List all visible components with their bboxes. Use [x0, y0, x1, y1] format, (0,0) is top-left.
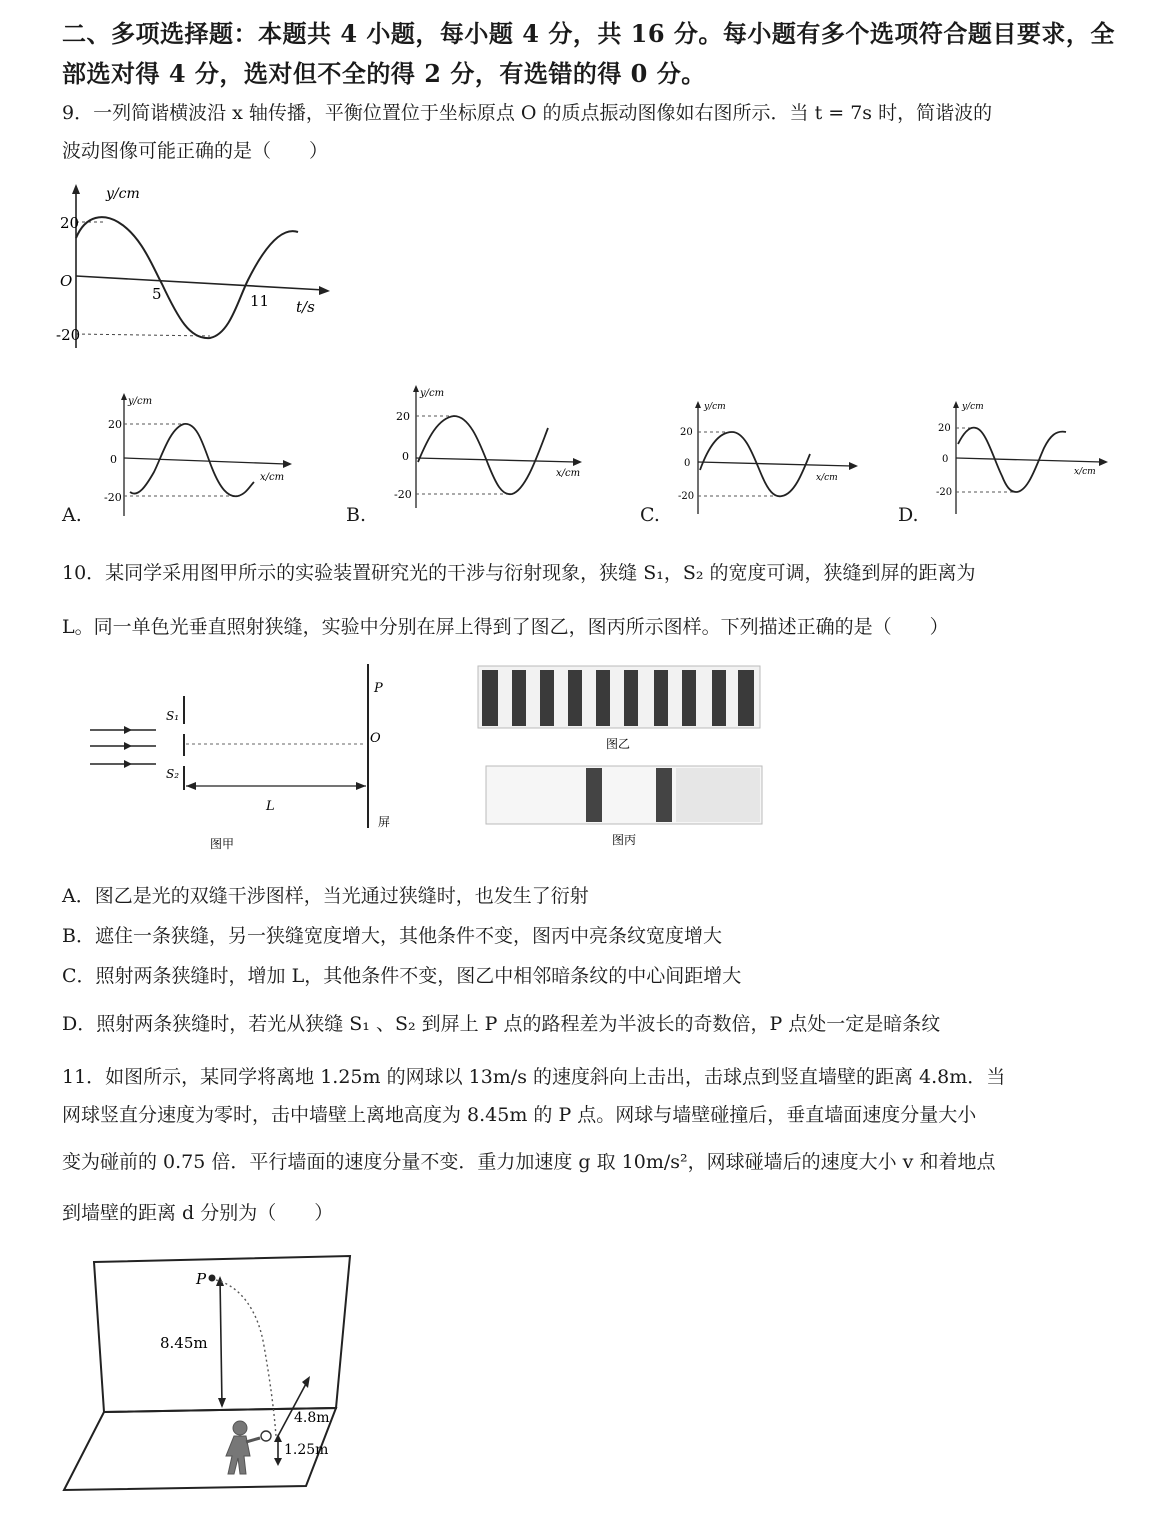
hit-height-label: 1.25m [284, 1442, 329, 1458]
p-label: P [374, 681, 383, 696]
height-line [220, 1278, 222, 1406]
y-axis-label: y/cm [128, 396, 153, 407]
q9-option-d-label: D. [898, 504, 919, 526]
q11-line-2: 网球竖直分速度为零时，击中墙壁上离地高度为 8.45m 的 P 点。网球与墙壁碰撞后，垂直墙面速度分量大小 [62, 1104, 977, 1126]
t-axis [76, 276, 324, 290]
y-tick-20: 20 [938, 423, 951, 434]
q9-option-a-label: A. [62, 504, 82, 526]
x-axis-label: x/cm [260, 472, 285, 483]
q9-vibration-graph [56, 178, 332, 358]
q10-option-d[interactable]: D．照射两条狭缝时，若光从狭缝 S₁ 、S₂ 到屏上 P 点的路程差为半波长的奇数倍，P 点处一定是暗条纹 [62, 1013, 941, 1035]
section-title-line-1: 二、多项选择题：本题共 4 小题，每小题 4 分，共 16 分。每小题有多个选项符合题目要求，全 [62, 19, 1115, 48]
y-tick-minus-20: -20 [56, 326, 81, 344]
q10-options [62, 876, 940, 1044]
pattern-bing-side [676, 768, 760, 822]
q11-figure [60, 1250, 360, 1498]
y-tick-0: 0 [684, 458, 691, 469]
x-axis-label: x/cm [816, 473, 838, 483]
distance-label: 4.8m [294, 1410, 330, 1426]
q10-figure-jia [86, 660, 406, 860]
player-figure [226, 1421, 260, 1474]
q11-line-1: 11．如图所示，某同学将离地 1.25m 的网球以 13m/s 的速度斜向上击出，击球点到竖直墙壁的距离 4.8m．当 [62, 1066, 1006, 1088]
section-title-line-2: 部选对得 4 分，选对但不全的得 2 分，有选错的得 0 分。 [62, 59, 706, 88]
y-axis-label: y/cm [704, 402, 726, 412]
y-axis-label: y/cm [106, 186, 140, 202]
question-11-stem [62, 1058, 1122, 1236]
q9-option-d-graph[interactable] [934, 396, 1114, 516]
pattern-bing-dark-left [586, 768, 602, 822]
q9-option-c-graph[interactable] [676, 396, 866, 516]
s2-label: S₂ [166, 767, 180, 781]
y-tick-20: 20 [680, 427, 693, 438]
x-axis-label: x/cm [1074, 467, 1096, 477]
ball-trajectory [216, 1280, 276, 1436]
y-tick-0: 0 [402, 450, 409, 463]
question-10-stem [62, 546, 1122, 654]
y-axis-arrow [72, 184, 80, 194]
l-label: L [266, 799, 275, 814]
question-9-stem [62, 94, 1122, 170]
racket [261, 1431, 271, 1441]
pattern-bing-dark-right [656, 768, 672, 822]
y-axis-label: y/cm [962, 402, 984, 412]
s1-label: S₁ [166, 709, 180, 723]
q11-line-3: 变为碰前的 0.75 倍．平行墙面的速度分量不变．重力加速度 g 取 10m/s²，网球碰墙后的速度大小 v 和着地点 [62, 1151, 996, 1173]
t-axis-arrow [319, 286, 330, 295]
t-tick-11: 11 [250, 292, 270, 310]
y-tick-20: 20 [108, 418, 122, 431]
q9-option-a-graph[interactable] [100, 388, 300, 518]
q9-option-b-label: B. [346, 504, 367, 526]
y-20-guide [76, 334, 210, 336]
q10-line-1: 10．某同学采用图甲所示的实验装置研究光的干涉与衍射现象，狭缝 S₁，S₂ 的宽度可调，狭缝到屏的距离为 [62, 562, 976, 584]
y-axis-label: y/cm [420, 388, 445, 399]
q10-line-2: L。同一单色光垂直照射狭缝，实验中分别在屏上得到了图乙，图丙所示图样。下列描述正确的是（ ） [62, 616, 949, 638]
y-tick-20: 20 [396, 410, 410, 423]
o-label: O [370, 731, 381, 746]
figure-bing-caption: 图丙 [612, 833, 637, 847]
t-tick-5: 5 [152, 285, 162, 303]
wall-height-label: 8.45m [160, 1334, 208, 1352]
y-tick-minus-20: -20 [104, 491, 122, 504]
y-tick-0: 0 [110, 453, 117, 466]
q11-line-4: 到墙壁的距离 d 分别为（ ） [62, 1202, 334, 1224]
figure-jia-caption: 图甲 [210, 837, 235, 851]
q10-option-a[interactable]: A．图乙是光的双缝干涉图样，当光通过狭缝时，也发生了衍射 [62, 885, 589, 907]
light-rays [90, 730, 156, 764]
q9-option-b-graph[interactable] [392, 380, 592, 510]
t-axis-label: t/s [296, 298, 315, 316]
p-point [209, 1275, 216, 1282]
q9-option-c-label: C. [640, 504, 660, 526]
y-tick-minus-20: -20 [678, 491, 695, 502]
y-tick-minus-20: -20 [936, 487, 953, 498]
y-tick-20: 20 [60, 214, 80, 232]
q10-option-c[interactable]: C．照射两条狭缝时，增加 L，其他条件不变，图乙中相邻暗条纹的中心间距增大 [62, 965, 742, 987]
section-header [62, 14, 1122, 94]
y-tick-0: 0 [942, 454, 949, 465]
figure-yi-caption: 图乙 [606, 737, 631, 751]
origin-label: O [60, 272, 73, 290]
x-axis-label: x/cm [556, 468, 581, 479]
p-label: P [196, 1270, 207, 1288]
screen-label: 屏 [378, 815, 391, 829]
q10-figure-yi-bing [476, 664, 766, 854]
q9-line-2: 波动图像可能正确的是（ ） [62, 140, 329, 162]
q10-option-b[interactable]: B．遮住一条狭缝，另一狭缝宽度增大，其他条件不变，图丙中亮条纹宽度增大 [62, 925, 722, 947]
q9-line-1: 9．一列简谐横波沿 x 轴传播，平衡位置位于坐标原点 O 的质点振动图像如右图所示．当 t = 7s 时，简谐波的 [62, 102, 993, 124]
y-tick-minus-20: -20 [394, 488, 412, 501]
